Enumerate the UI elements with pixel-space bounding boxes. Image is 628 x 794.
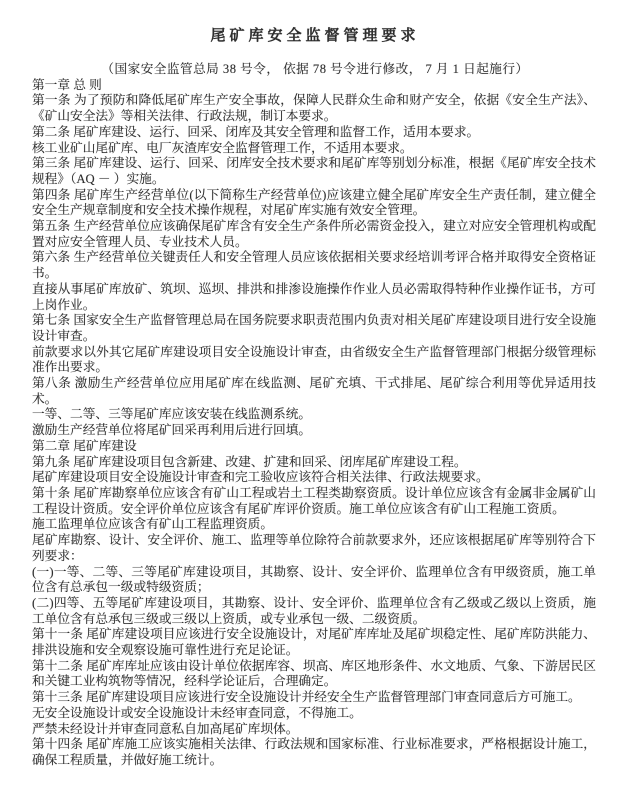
paragraph: 第一章 总 则 [32,77,102,92]
document-title: 尾矿库安全监督管理要求 [210,28,420,44]
paragraph: 第十条 尾矿库勘察单位应该含有矿山工程或岩土工程类勘察资质。设计单位应该含有金属非金属矿山工程设计资质。安全评价单位应该含有尾矿库评价资质。施工单位应该含有矿山工程施工资质。 [32,485,596,516]
paragraph: 第三条 尾矿库建设、运行、回采、闭库安全技术要求和尾矿库等别划分标准，根据《尾矿库安全技术规程》（AQ － ）实施。 [32,156,596,186]
paragraph: 第十三条 尾矿库建设项目应该进行安全设施设计并经安全生产监督管理部门审查同意后方可施工。 [32,690,581,705]
paragraph: 第五条 生产经营单位应该确保尾矿库含有安全生产条件所必需资金投入，建立对应安全管理机构或配置对应安全管理人员、专业技术人员。 [32,219,596,249]
document-body [32,78,596,769]
document-header [32,27,598,78]
paragraph: 前款要求以外其它尾矿库建设项目安全设施设计审查，由省级安全生产监督管理部门根据分级管理标准作出要求。 [32,344,596,375]
paragraph: 第六条 生产经营单位关键责任人和安全管理人员应该依据相关要求经培训考评合格并取得安全资格证书。 [32,250,596,281]
paragraph: (一)一等、二等、三等尾矿库建设项目，其勘察、设计、安全评价、监理单位含有甲级资质，施工单位含有总承包一级或特级资质； [32,564,596,595]
paragraph: 一等、二等、三等尾矿库应该安装在线监测系统。 [32,407,312,422]
paragraph: 第二条 尾矿库建设、运行、回采、闭库及其安全管理和监督工作，适用本要求。 [32,124,480,139]
paragraph: 第九条 尾矿库建设项目包含新建、改建、扩建和回采、闭库尾矿库建设工程。 [32,454,467,469]
paragraph: 尾矿库建设项目安全设施设计审查和完工验收应该符合相关法律、行政法规要求。 [32,470,489,485]
paragraph: 第十二条 尾矿库库址应该由设计单位依据库容、坝高、库区地形条件、水文地质、气象、下游居民区和关键工业构筑物等情况，经科学论证后，合理确定。 [32,658,596,689]
paragraph: 第一条 为了预防和降低尾矿库生产安全事故，保障人民群众生命和财产安全，依据《安全生产法》、《矿山安全法》等相关法律、行政法规，制订本要求。 [32,93,596,124]
paragraph: 第七条 国家安全生产监督管理总局在国务院要求职责范围内负责对相关尾矿库建设项目进行安全设施设计审查。 [32,313,596,343]
document-subtitle: （国家安全监管总局 38 号令， 依据 78 号令进行修改， 7 月 1 日起施行） [101,62,529,76]
paragraph: (二)四等、五等尾矿库建设项目，其勘察、设计、安全评价、监理单位含有乙级或乙级以上资质，施工单位含有总承包三级或三级以上资质，或专业承包一级、二级资质。 [32,595,596,626]
paragraph: 直接从事尾矿库放矿、筑坝、巡坝、排洪和排渗设施操作作业人员必需取得特种作业操作证书，方可上岗作业。 [32,281,596,312]
paragraph: 第十一条 尾矿库建设项目应该进行安全设施设计，对尾矿库库址及尾矿坝稳定性、尾矿库防洪能力、排洪设施和安全观察设施可靠性进行充足论证。 [32,627,596,658]
paragraph: 核工业矿山尾矿库、电厂灰渣库安全监督管理工作，不适用本要求。 [32,140,413,155]
paragraph: 第四条 尾矿库生产经营单位(以下简称生产经营单位)应该建立健全尾矿库安全生产责任制，建立健全安全生产规章制度和安全技术操作规程，对尾矿库实施有效安全管理。 [32,187,596,218]
paragraph: 施工监理单位应该含有矿山工程监理资质。 [32,517,274,532]
paragraph: 尾矿库勘察、设计、安全评价、施工、监理等单位除符合前款要求外，还应该根据尾矿库等别符合下列要求： [32,533,596,563]
paragraph: 严禁未经设计并审查同意私自加高尾矿库坝体。 [32,721,299,736]
paragraph: 无安全设施设计或安全设施设计未经审查同意，不得施工。 [32,705,362,720]
paragraph: 第八条 激励生产经营单位应用尾矿库在线监测、尾矿充填、干式排尾、尾矿综合利用等优异适用技术。 [32,376,596,406]
paragraph: 激励生产经营单位将尾矿回采再利用后进行回填。 [32,423,312,438]
paragraph: 第二章 尾矿库建设 [32,438,137,453]
paragraph: 第十四条 尾矿库施工应该实施相关法律、行政法规和国家标准、行业标准要求，严格根据设计施工，确保工程质量，并做好施工统计。 [32,737,596,767]
